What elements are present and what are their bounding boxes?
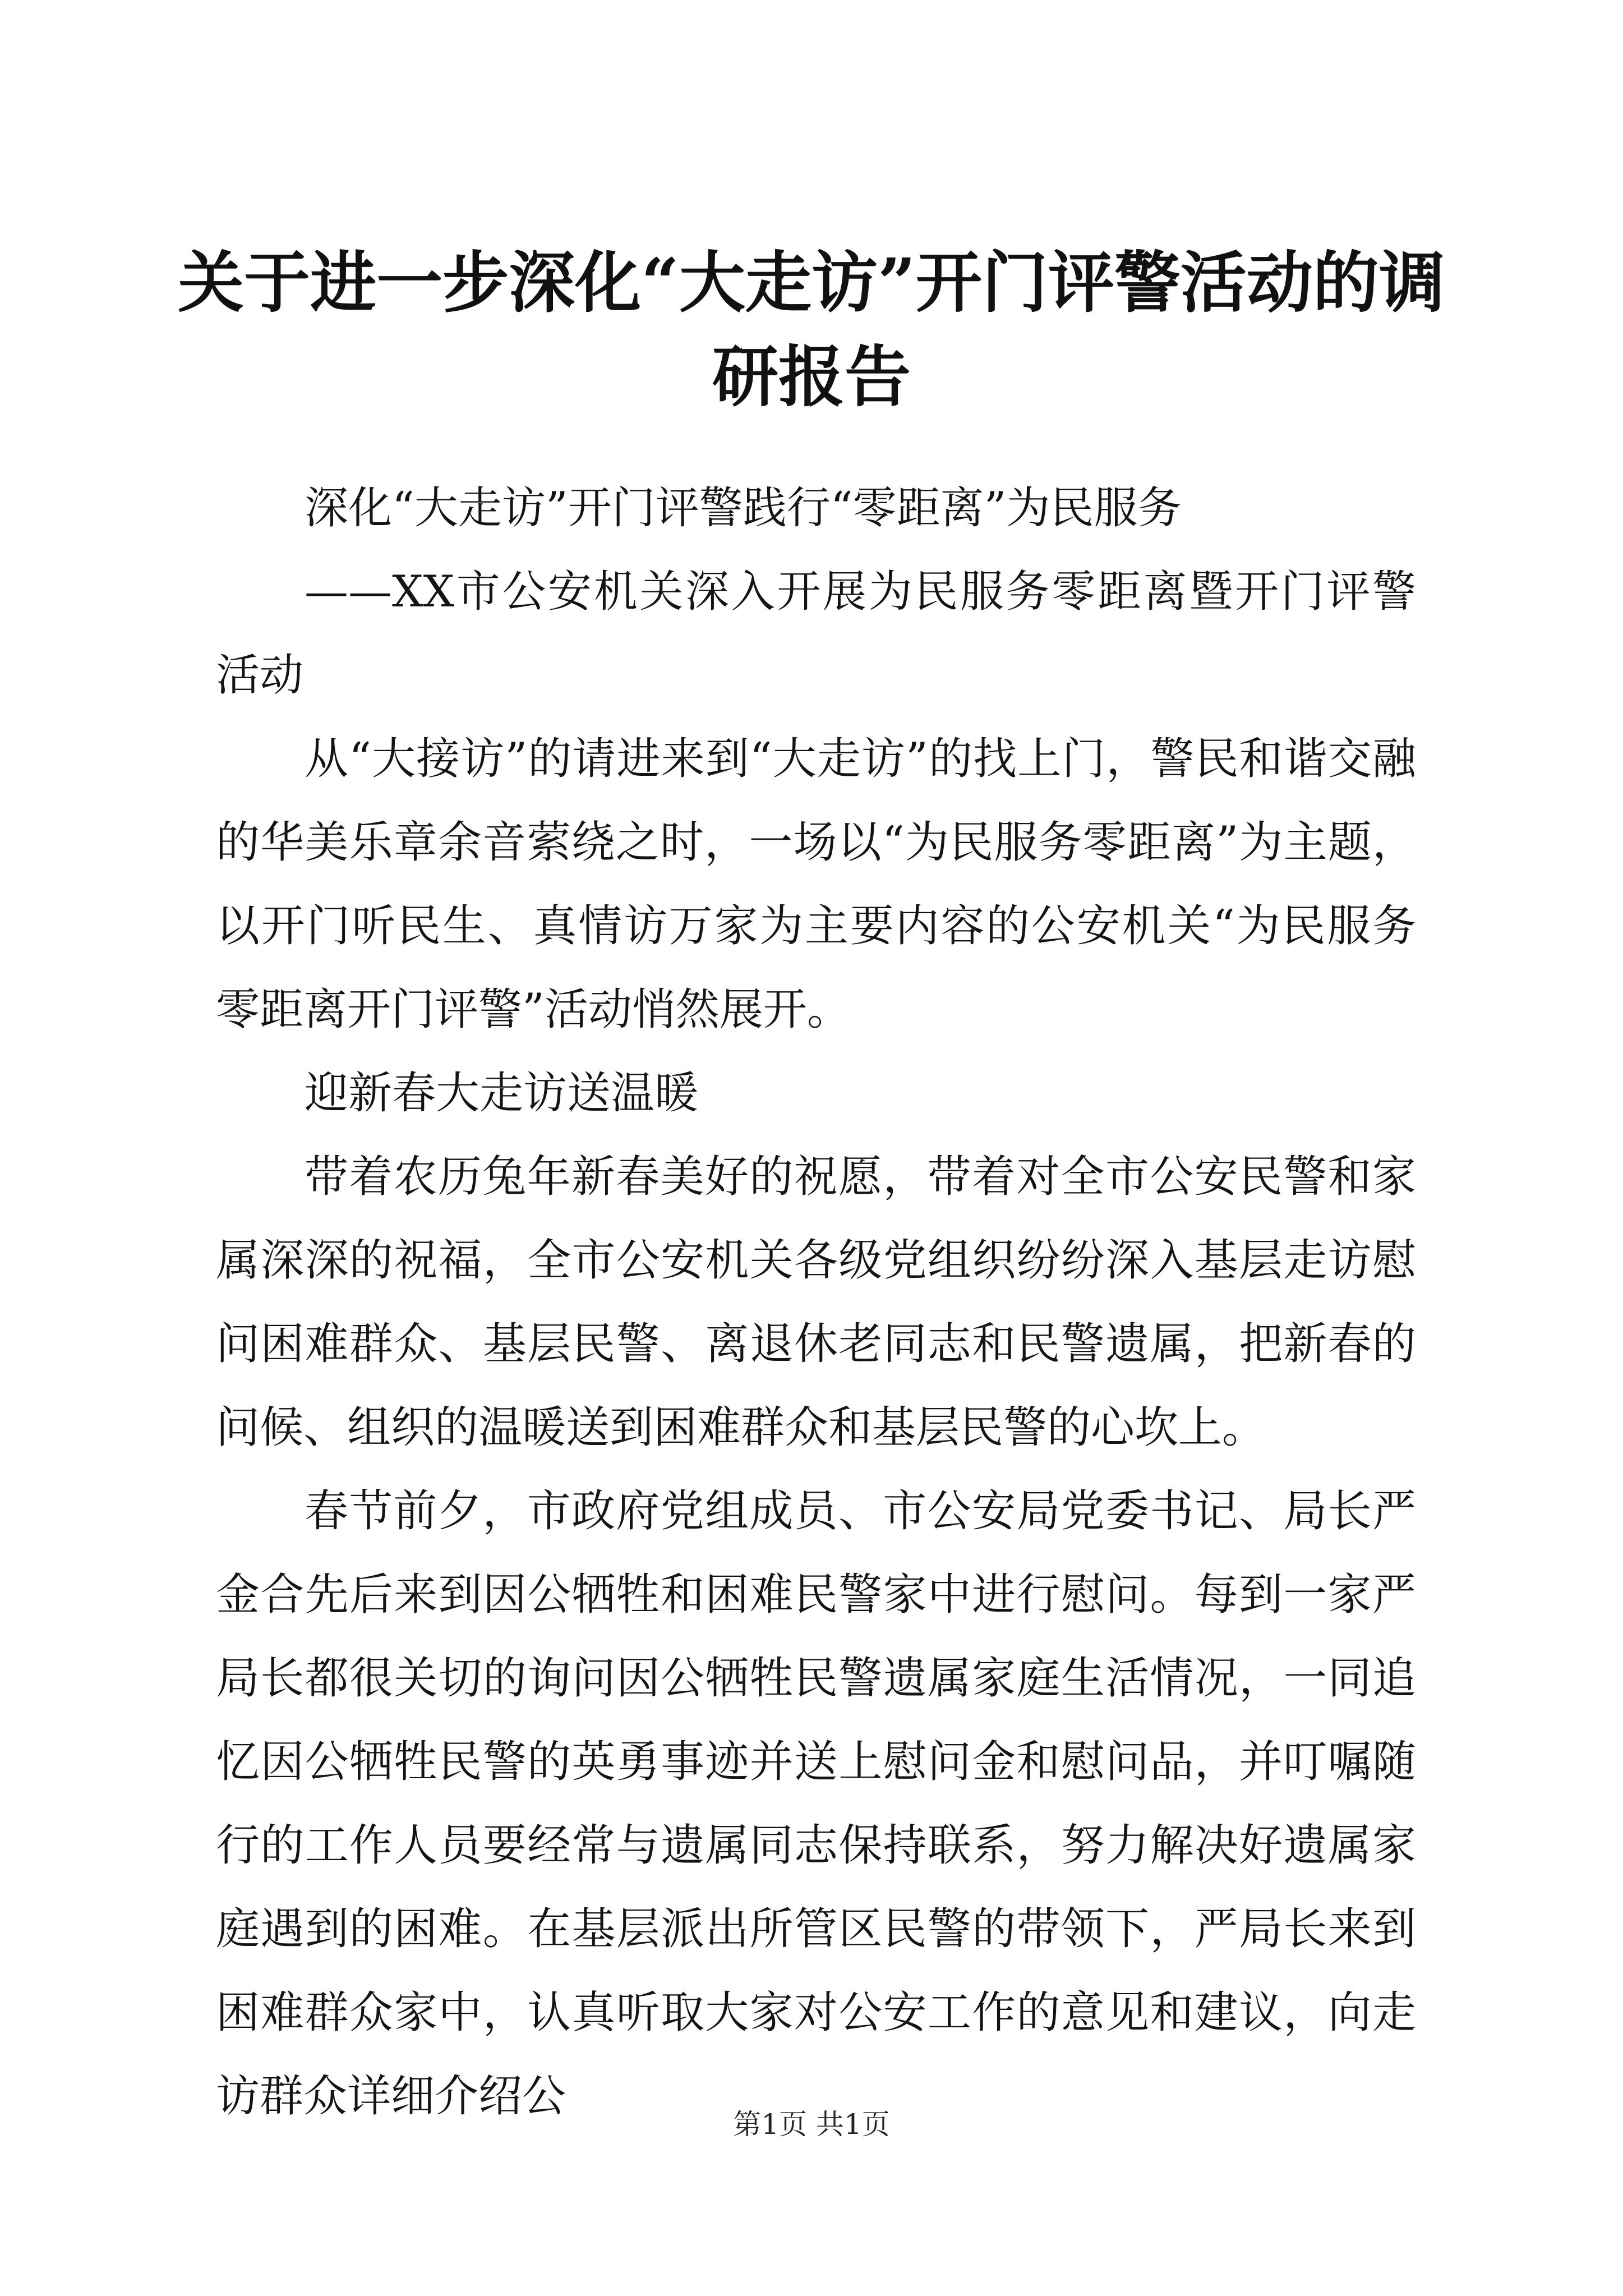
paragraph-subtitle: 深化“大走访”开门评警践行“零距离”为民服务 (305, 483, 1182, 533)
page-footer: 第1页 共1页 (733, 2108, 890, 2141)
document-body (216, 467, 1416, 2138)
paragraph-body: 带着农历兔年新春美好的祝愿，带着对全市公安民警和家属深深的祝福，全市公安机关各级党组织纷纷深入基层走访慰问困难群众、基层民警、离退休老同志和民警遗属，把新春的问候、组织的温暖送到困难群众和基层民警的心坎上。 (216, 1152, 1416, 1453)
paragraph-subtitle-secondary: ——XX市公安机关深入开展为民服务零距离暨开门评警活动 (216, 567, 1416, 701)
paragraph-body: 春节前夕，市政府党组成员、市公安局党委书记、局长严金合先后来到因公牺牲和困难民警家中进行慰问。每到一家严局长都很关切的询问因公牺牲民警遗属家庭生活情况，一同追忆因公牺牲民警的英勇事迹并送上慰问金和慰问品，并叮嘱随行的工作人员要经常与遗属同志保持联系，努力解决好遗属家庭遇到的困难。在基层派出所管区民警的带领下，严局长来到困难群众家中，认真听取大家对公安工作的意见和建议，向走访群众详细介绍公 (216, 1486, 1416, 2122)
section-heading: 迎新春大走访送温暖 (305, 1068, 699, 1119)
document-title: 关于进一步深化“大走访”开门评警活动的调研报告 (178, 243, 1445, 416)
paragraph-intro: 从“大接访”的请进来到“大走访”的找上门，警民和谐交融的华美乐章余音萦绕之时，一场以“为民服务零距离”为主题，以开门听民生、真情访万家为主要内容的公安机关“为民服务零距离开门评警”活动悄然展开。 (216, 734, 1416, 1035)
